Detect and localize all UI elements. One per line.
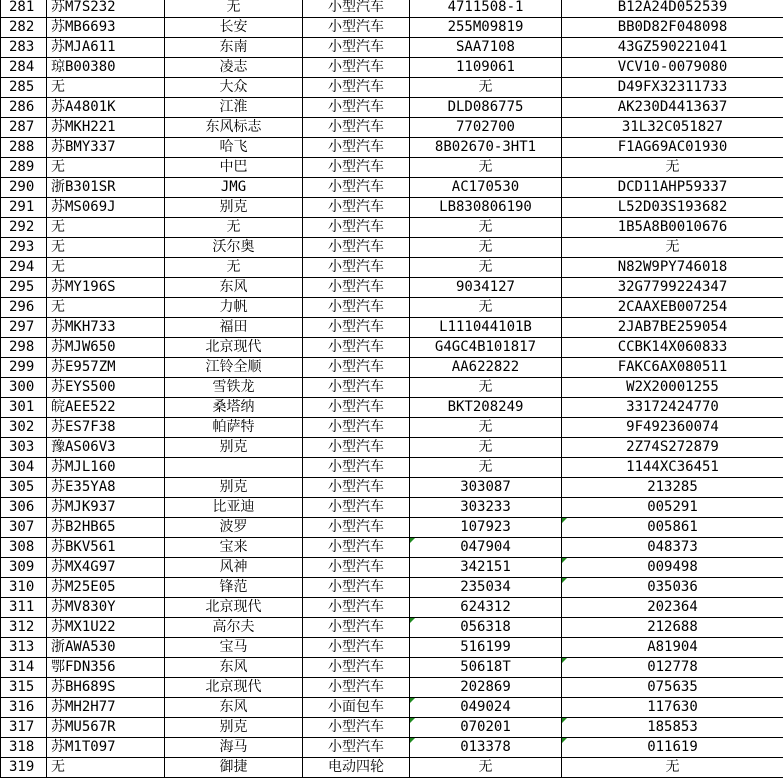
table-row bbox=[1, 738, 783, 758]
vin-cell[interactable]: VCV10-0079080 bbox=[562, 58, 783, 78]
table-row bbox=[1, 38, 783, 58]
plate-cell[interactable]: 无 bbox=[47, 258, 165, 278]
table-row bbox=[1, 118, 783, 138]
vehicle-table-body bbox=[1, 0, 783, 778]
brand-cell[interactable]: 高尔夫 bbox=[165, 618, 303, 638]
brand-cell[interactable]: 风神 bbox=[165, 558, 303, 578]
vehicle-type-cell[interactable]: 小型汽车 bbox=[303, 618, 410, 638]
brand-cell[interactable]: 长安 bbox=[165, 18, 303, 38]
table-row bbox=[1, 18, 783, 38]
brand-cell[interactable]: 东风标志 bbox=[165, 118, 303, 138]
engine-number-cell[interactable]: G4GC4B101817 bbox=[410, 338, 562, 358]
table-row bbox=[1, 578, 783, 598]
row-number-cell[interactable]: 298 bbox=[1, 338, 47, 358]
vehicle-type-cell[interactable]: 小型汽车 bbox=[303, 198, 410, 218]
vin-cell[interactable]: 011619 bbox=[562, 738, 783, 758]
table-row bbox=[1, 278, 783, 298]
vin-cell[interactable]: 005291 bbox=[562, 498, 783, 518]
table-row bbox=[1, 598, 783, 618]
vehicle-type-cell[interactable]: 小型汽车 bbox=[303, 278, 410, 298]
brand-cell[interactable]: 锋范 bbox=[165, 578, 303, 598]
table-row bbox=[1, 638, 783, 658]
vehicle-type-cell[interactable]: 小型汽车 bbox=[303, 498, 410, 518]
vin-cell[interactable]: F1AG69AC01930 bbox=[562, 138, 783, 158]
vin-cell[interactable]: 009498 bbox=[562, 558, 783, 578]
row-number-cell[interactable]: 290 bbox=[1, 178, 47, 198]
vin-cell[interactable]: 202364 bbox=[562, 598, 783, 618]
table-row bbox=[1, 538, 783, 558]
engine-number-cell[interactable]: 无 bbox=[410, 458, 562, 478]
row-number-cell[interactable]: 281 bbox=[1, 0, 47, 18]
vin-cell[interactable]: CCBK14X060833 bbox=[562, 338, 783, 358]
row-number-cell[interactable]: 297 bbox=[1, 318, 47, 338]
vin-cell[interactable]: DCD11AHP59337 bbox=[562, 178, 783, 198]
brand-cell[interactable]: 别克 bbox=[165, 478, 303, 498]
engine-number-cell[interactable]: 无 bbox=[410, 418, 562, 438]
row-number-cell[interactable]: 318 bbox=[1, 738, 47, 758]
engine-number-cell[interactable]: 516199 bbox=[410, 638, 562, 658]
vehicle-type-cell[interactable]: 小型汽车 bbox=[303, 598, 410, 618]
brand-cell[interactable]: 东风 bbox=[165, 658, 303, 678]
vehicle-type-cell[interactable]: 小型汽车 bbox=[303, 438, 410, 458]
vin-cell[interactable]: 185853 bbox=[562, 718, 783, 738]
table-row bbox=[1, 338, 783, 358]
engine-number-cell[interactable]: 342151 bbox=[410, 558, 562, 578]
plate-cell[interactable]: 苏MKH733 bbox=[47, 318, 165, 338]
table-row bbox=[1, 0, 783, 18]
vehicle-type-cell[interactable]: 小型汽车 bbox=[303, 358, 410, 378]
vin-cell[interactable]: 035036 bbox=[562, 578, 783, 598]
row-number-cell[interactable]: 311 bbox=[1, 598, 47, 618]
engine-number-cell[interactable]: 9034127 bbox=[410, 278, 562, 298]
plate-cell[interactable]: 苏A4801K bbox=[47, 98, 165, 118]
plate-cell[interactable]: 苏M1T097 bbox=[47, 738, 165, 758]
plate-cell[interactable]: 浙B301SR bbox=[47, 178, 165, 198]
brand-cell[interactable]: 福田 bbox=[165, 318, 303, 338]
engine-number-cell[interactable]: AA622822 bbox=[410, 358, 562, 378]
engine-number-cell[interactable]: BKT208249 bbox=[410, 398, 562, 418]
brand-cell[interactable]: 江淮 bbox=[165, 98, 303, 118]
vin-cell[interactable]: 无 bbox=[562, 238, 783, 258]
table-row bbox=[1, 358, 783, 378]
plate-cell[interactable]: 苏MY196S bbox=[47, 278, 165, 298]
vehicle-type-cell[interactable]: 小型汽车 bbox=[303, 718, 410, 738]
row-number-cell[interactable]: 308 bbox=[1, 538, 47, 558]
brand-cell[interactable]: 波罗 bbox=[165, 518, 303, 538]
vehicle-type-cell[interactable]: 小型汽车 bbox=[303, 58, 410, 78]
engine-number-cell[interactable]: 无 bbox=[410, 758, 562, 778]
row-number-cell[interactable]: 288 bbox=[1, 138, 47, 158]
table-row bbox=[1, 698, 783, 718]
engine-number-cell[interactable]: 013378 bbox=[410, 738, 562, 758]
plate-cell[interactable]: 苏BMY337 bbox=[47, 138, 165, 158]
brand-cell[interactable]: 比亚迪 bbox=[165, 498, 303, 518]
engine-number-cell[interactable]: LB830806190 bbox=[410, 198, 562, 218]
plate-cell[interactable]: 无 bbox=[47, 78, 165, 98]
vehicle-type-cell[interactable]: 小型汽车 bbox=[303, 678, 410, 698]
vin-cell[interactable]: B12A24D052539 bbox=[562, 0, 783, 18]
vehicle-type-cell[interactable]: 小型汽车 bbox=[303, 418, 410, 438]
row-number-cell[interactable]: 313 bbox=[1, 638, 47, 658]
plate-cell[interactable]: 苏MH2H77 bbox=[47, 698, 165, 718]
table-row bbox=[1, 238, 783, 258]
brand-cell[interactable]: 北京现代 bbox=[165, 598, 303, 618]
vin-cell[interactable]: 213285 bbox=[562, 478, 783, 498]
vehicle-type-cell[interactable]: 小型汽车 bbox=[303, 38, 410, 58]
plate-cell[interactable]: 无 bbox=[47, 218, 165, 238]
plate-cell[interactable]: 苏EYS500 bbox=[47, 378, 165, 398]
vehicle-type-cell[interactable]: 小型汽车 bbox=[303, 338, 410, 358]
brand-cell[interactable]: 帕萨特 bbox=[165, 418, 303, 438]
plate-cell[interactable]: 苏M7S232 bbox=[47, 0, 165, 18]
vehicle-type-cell[interactable]: 小型汽车 bbox=[303, 18, 410, 38]
vin-cell[interactable]: 075635 bbox=[562, 678, 783, 698]
table-row bbox=[1, 158, 783, 178]
table-row bbox=[1, 478, 783, 498]
plate-cell[interactable]: 苏MJA611 bbox=[47, 38, 165, 58]
row-number-cell[interactable]: 294 bbox=[1, 258, 47, 278]
brand-cell[interactable]: 无 bbox=[165, 218, 303, 238]
plate-cell[interactable]: 无 bbox=[47, 238, 165, 258]
row-number-cell[interactable]: 283 bbox=[1, 38, 47, 58]
engine-number-cell[interactable]: 无 bbox=[410, 258, 562, 278]
engine-number-cell[interactable]: 202869 bbox=[410, 678, 562, 698]
vehicle-type-cell[interactable]: 小型汽车 bbox=[303, 118, 410, 138]
vehicle-type-cell[interactable]: 小型汽车 bbox=[303, 298, 410, 318]
vehicle-type-cell[interactable]: 小型汽车 bbox=[303, 158, 410, 178]
table-row bbox=[1, 218, 783, 238]
brand-cell[interactable]: 江铃全顺 bbox=[165, 358, 303, 378]
brand-cell[interactable]: 别克 bbox=[165, 718, 303, 738]
plate-cell[interactable]: 苏MJL160 bbox=[47, 458, 165, 478]
row-number-cell[interactable]: 319 bbox=[1, 758, 47, 778]
vin-cell[interactable]: 31L32C051827 bbox=[562, 118, 783, 138]
table-row bbox=[1, 98, 783, 118]
engine-number-cell[interactable]: 303233 bbox=[410, 498, 562, 518]
engine-number-cell[interactable]: 无 bbox=[410, 378, 562, 398]
table-row bbox=[1, 58, 783, 78]
vin-cell[interactable]: D49FX32311733 bbox=[562, 78, 783, 98]
engine-number-cell[interactable]: 056318 bbox=[410, 618, 562, 638]
vin-cell[interactable]: 无 bbox=[562, 158, 783, 178]
vehicle-type-cell[interactable]: 小型汽车 bbox=[303, 538, 410, 558]
vehicle-type-cell[interactable]: 小型汽车 bbox=[303, 558, 410, 578]
table-row bbox=[1, 398, 783, 418]
table-row bbox=[1, 78, 783, 98]
vehicle-type-cell[interactable]: 小型汽车 bbox=[303, 178, 410, 198]
table-row bbox=[1, 658, 783, 678]
brand-cell[interactable]: 中巴 bbox=[165, 158, 303, 178]
table-row bbox=[1, 298, 783, 318]
row-number-cell[interactable]: 309 bbox=[1, 558, 47, 578]
vehicle-type-cell[interactable]: 小型汽车 bbox=[303, 238, 410, 258]
vin-cell[interactable]: 117630 bbox=[562, 698, 783, 718]
vehicle-type-cell[interactable]: 小型汽车 bbox=[303, 578, 410, 598]
brand-cell[interactable]: 别克 bbox=[165, 438, 303, 458]
row-number-cell[interactable]: 307 bbox=[1, 518, 47, 538]
engine-number-cell[interactable]: L111044101B bbox=[410, 318, 562, 338]
engine-number-cell[interactable]: 4711508-1 bbox=[410, 0, 562, 18]
engine-number-cell[interactable]: AC170530 bbox=[410, 178, 562, 198]
vehicle-type-cell[interactable]: 小型汽车 bbox=[303, 638, 410, 658]
plate-cell[interactable]: 苏MV830Y bbox=[47, 598, 165, 618]
plate-cell[interactable]: 苏B2HB65 bbox=[47, 518, 165, 538]
vehicle-type-cell[interactable]: 小型汽车 bbox=[303, 518, 410, 538]
engine-number-cell[interactable]: 无 bbox=[410, 158, 562, 178]
vehicle-type-cell[interactable]: 小型汽车 bbox=[303, 138, 410, 158]
table-row bbox=[1, 498, 783, 518]
table-row bbox=[1, 378, 783, 398]
vehicle-type-cell[interactable]: 小型汽车 bbox=[303, 0, 410, 18]
vin-cell[interactable]: FAKC6AX080511 bbox=[562, 358, 783, 378]
vin-cell[interactable]: 2CAAXEB007254 bbox=[562, 298, 783, 318]
plate-cell[interactable]: 皖AEE522 bbox=[47, 398, 165, 418]
plate-cell[interactable]: 无 bbox=[47, 158, 165, 178]
brand-cell[interactable]: 别克 bbox=[165, 198, 303, 218]
row-number-cell[interactable]: 289 bbox=[1, 158, 47, 178]
vin-cell[interactable]: 43GZ590221041 bbox=[562, 38, 783, 58]
brand-cell[interactable]: 北京现代 bbox=[165, 338, 303, 358]
plate-cell[interactable]: 苏MS069J bbox=[47, 198, 165, 218]
brand-cell[interactable]: 北京现代 bbox=[165, 678, 303, 698]
vin-cell[interactable]: BB0D82F048098 bbox=[562, 18, 783, 38]
row-number-cell[interactable]: 305 bbox=[1, 478, 47, 498]
vin-cell[interactable]: 212688 bbox=[562, 618, 783, 638]
row-number-cell[interactable]: 299 bbox=[1, 358, 47, 378]
vin-cell[interactable]: 32G7799224347 bbox=[562, 278, 783, 298]
engine-number-cell[interactable]: 070201 bbox=[410, 718, 562, 738]
engine-number-cell[interactable]: 235034 bbox=[410, 578, 562, 598]
engine-number-cell[interactable]: 303087 bbox=[410, 478, 562, 498]
vin-cell[interactable]: L52D03S193682 bbox=[562, 198, 783, 218]
engine-number-cell[interactable]: 255M09819 bbox=[410, 18, 562, 38]
brand-cell[interactable]: 宝来 bbox=[165, 538, 303, 558]
brand-cell[interactable]: 沃尔奥 bbox=[165, 238, 303, 258]
engine-number-cell[interactable]: 无 bbox=[410, 78, 562, 98]
vehicle-type-cell[interactable]: 小型汽车 bbox=[303, 78, 410, 98]
row-number-cell[interactable]: 287 bbox=[1, 118, 47, 138]
brand-cell[interactable] bbox=[165, 458, 303, 478]
vehicle-type-cell[interactable]: 小型汽车 bbox=[303, 738, 410, 758]
engine-number-cell[interactable]: 049024 bbox=[410, 698, 562, 718]
vehicle-type-cell[interactable]: 小型汽车 bbox=[303, 378, 410, 398]
vin-cell[interactable]: 2Z74S272879 bbox=[562, 438, 783, 458]
plate-cell[interactable]: 鄂FDN356 bbox=[47, 658, 165, 678]
plate-cell[interactable]: 苏E35YA8 bbox=[47, 478, 165, 498]
vin-cell[interactable]: 048373 bbox=[562, 538, 783, 558]
vehicle-type-cell[interactable]: 小型汽车 bbox=[303, 98, 410, 118]
row-number-cell[interactable]: 293 bbox=[1, 238, 47, 258]
brand-cell[interactable]: 海马 bbox=[165, 738, 303, 758]
vehicle-type-cell[interactable]: 小型汽车 bbox=[303, 398, 410, 418]
engine-number-cell[interactable]: 8B02670-3HT1 bbox=[410, 138, 562, 158]
brand-cell[interactable]: 无 bbox=[165, 0, 303, 18]
brand-cell[interactable]: 大众 bbox=[165, 78, 303, 98]
vin-cell[interactable]: 9F492360074 bbox=[562, 418, 783, 438]
plate-cell[interactable]: 豫AS06V3 bbox=[47, 438, 165, 458]
plate-cell[interactable]: 苏E957ZM bbox=[47, 358, 165, 378]
row-number-cell[interactable]: 296 bbox=[1, 298, 47, 318]
row-number-cell[interactable]: 301 bbox=[1, 398, 47, 418]
vin-cell[interactable]: 无 bbox=[562, 758, 783, 778]
row-number-cell[interactable]: 300 bbox=[1, 378, 47, 398]
vehicle-type-cell[interactable]: 小面包车 bbox=[303, 698, 410, 718]
brand-cell[interactable]: 凌志 bbox=[165, 58, 303, 78]
row-number-cell[interactable]: 316 bbox=[1, 698, 47, 718]
row-number-cell[interactable]: 310 bbox=[1, 578, 47, 598]
row-number-cell[interactable]: 304 bbox=[1, 458, 47, 478]
plate-cell[interactable]: 苏MU567R bbox=[47, 718, 165, 738]
plate-cell[interactable]: 苏BKV561 bbox=[47, 538, 165, 558]
vehicle-type-cell[interactable]: 小型汽车 bbox=[303, 318, 410, 338]
vin-cell[interactable]: W2X20001255 bbox=[562, 378, 783, 398]
row-number-cell[interactable]: 314 bbox=[1, 658, 47, 678]
vin-cell[interactable]: 005861 bbox=[562, 518, 783, 538]
engine-number-cell[interactable]: 无 bbox=[410, 238, 562, 258]
row-number-cell[interactable]: 295 bbox=[1, 278, 47, 298]
plate-cell[interactable]: 苏M25E05 bbox=[47, 578, 165, 598]
table-row bbox=[1, 418, 783, 438]
engine-number-cell[interactable]: 7702700 bbox=[410, 118, 562, 138]
plate-cell[interactable]: 无 bbox=[47, 758, 165, 778]
table-row bbox=[1, 758, 783, 778]
row-number-cell[interactable]: 317 bbox=[1, 718, 47, 738]
row-number-cell[interactable]: 291 bbox=[1, 198, 47, 218]
row-number-cell[interactable]: 292 bbox=[1, 218, 47, 238]
plate-cell[interactable]: 苏BH689S bbox=[47, 678, 165, 698]
plate-cell[interactable]: 浙AWA530 bbox=[47, 638, 165, 658]
table-row bbox=[1, 438, 783, 458]
row-number-cell[interactable]: 302 bbox=[1, 418, 47, 438]
plate-cell[interactable]: 苏MKH221 bbox=[47, 118, 165, 138]
vin-cell[interactable]: N82W9PY746018 bbox=[562, 258, 783, 278]
engine-number-cell[interactable]: SAA7108 bbox=[410, 38, 562, 58]
engine-number-cell[interactable]: 无 bbox=[410, 438, 562, 458]
plate-cell[interactable]: 苏ES7F38 bbox=[47, 418, 165, 438]
engine-number-cell[interactable]: 107923 bbox=[410, 518, 562, 538]
engine-number-cell[interactable]: 1109061 bbox=[410, 58, 562, 78]
plate-cell[interactable]: 苏MB6693 bbox=[47, 18, 165, 38]
engine-number-cell[interactable]: 无 bbox=[410, 298, 562, 318]
vin-cell[interactable]: 1B5A8B0010676 bbox=[562, 218, 783, 238]
vehicle-type-cell[interactable]: 小型汽车 bbox=[303, 658, 410, 678]
vehicle-type-cell[interactable]: 小型汽车 bbox=[303, 478, 410, 498]
brand-cell[interactable]: 桑塔纳 bbox=[165, 398, 303, 418]
plate-cell[interactable]: 琼B00380 bbox=[47, 58, 165, 78]
table-row bbox=[1, 558, 783, 578]
row-number-cell[interactable]: 306 bbox=[1, 498, 47, 518]
brand-cell[interactable]: 东风 bbox=[165, 698, 303, 718]
vin-cell[interactable]: 1144XC36451 bbox=[562, 458, 783, 478]
table-row bbox=[1, 458, 783, 478]
row-number-cell[interactable]: 315 bbox=[1, 678, 47, 698]
brand-cell[interactable]: 御捷 bbox=[165, 758, 303, 778]
vin-cell[interactable]: 012778 bbox=[562, 658, 783, 678]
table-row bbox=[1, 678, 783, 698]
row-number-cell[interactable]: 303 bbox=[1, 438, 47, 458]
brand-cell[interactable]: 东风 bbox=[165, 278, 303, 298]
brand-cell[interactable]: 哈飞 bbox=[165, 138, 303, 158]
plate-cell[interactable]: 苏MX1U22 bbox=[47, 618, 165, 638]
vehicle-type-cell[interactable]: 电动四轮 bbox=[303, 758, 410, 778]
row-number-cell[interactable]: 286 bbox=[1, 98, 47, 118]
brand-cell[interactable]: JMG bbox=[165, 178, 303, 198]
table-row bbox=[1, 138, 783, 158]
row-number-cell[interactable]: 285 bbox=[1, 78, 47, 98]
engine-number-cell[interactable]: 无 bbox=[410, 218, 562, 238]
engine-number-cell[interactable]: 50618T bbox=[410, 658, 562, 678]
vin-cell[interactable]: AK230D4413637 bbox=[562, 98, 783, 118]
plate-cell[interactable]: 苏MX4G97 bbox=[47, 558, 165, 578]
brand-cell[interactable]: 雪铁龙 bbox=[165, 378, 303, 398]
table-row bbox=[1, 318, 783, 338]
engine-number-cell[interactable]: 624312 bbox=[410, 598, 562, 618]
row-number-cell[interactable]: 282 bbox=[1, 18, 47, 38]
plate-cell[interactable]: 无 bbox=[47, 298, 165, 318]
engine-number-cell[interactable]: DLD086775 bbox=[410, 98, 562, 118]
table-row bbox=[1, 718, 783, 738]
table-row bbox=[1, 518, 783, 538]
brand-cell[interactable]: 东南 bbox=[165, 38, 303, 58]
vin-cell[interactable]: 2JAB7BE259054 bbox=[562, 318, 783, 338]
plate-cell[interactable]: 苏MJW650 bbox=[47, 338, 165, 358]
vehicle-type-cell[interactable]: 小型汽车 bbox=[303, 458, 410, 478]
table-row bbox=[1, 258, 783, 278]
brand-cell[interactable]: 宝马 bbox=[165, 638, 303, 658]
table-row bbox=[1, 178, 783, 198]
plate-cell[interactable]: 苏MJK937 bbox=[47, 498, 165, 518]
table-row bbox=[1, 618, 783, 638]
vin-cell[interactable]: A81904 bbox=[562, 638, 783, 658]
engine-number-cell[interactable]: 047904 bbox=[410, 538, 562, 558]
vehicle-type-cell[interactable]: 小型汽车 bbox=[303, 218, 410, 238]
brand-cell[interactable]: 力帆 bbox=[165, 298, 303, 318]
vehicle-type-cell[interactable]: 小型汽车 bbox=[303, 258, 410, 278]
row-number-cell[interactable]: 312 bbox=[1, 618, 47, 638]
row-number-cell[interactable]: 284 bbox=[1, 58, 47, 78]
vin-cell[interactable]: 33172424770 bbox=[562, 398, 783, 418]
table-row bbox=[1, 198, 783, 218]
brand-cell[interactable]: 无 bbox=[165, 258, 303, 278]
